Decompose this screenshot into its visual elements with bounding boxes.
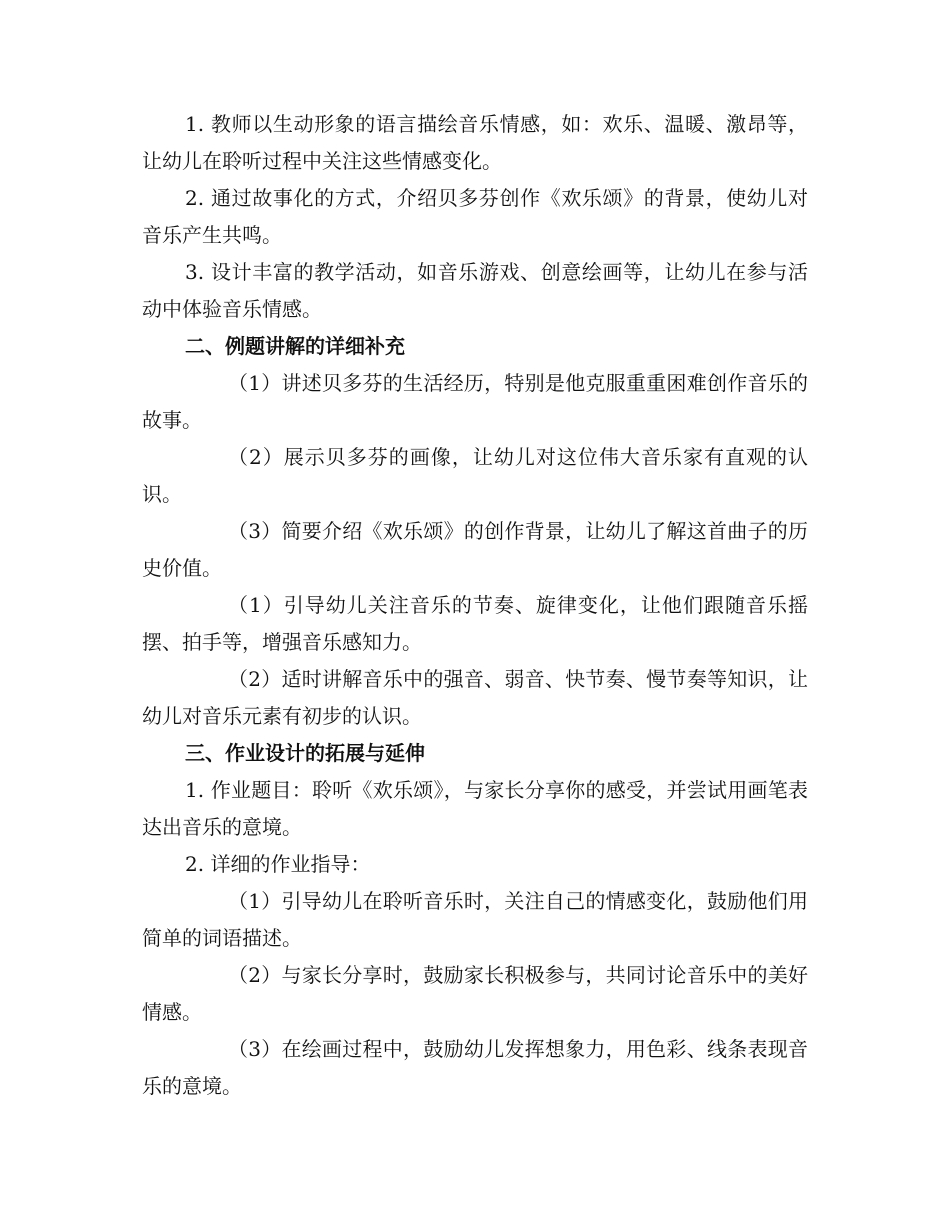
sub-list-item: （3）简要介绍《欢乐颂》的创作背景，让幼儿了解这首曲子的历史价值。 xyxy=(142,519,808,580)
sub-list-item: （2）与家长分享时，鼓励家长积极参与，共同讨论音乐中的美好情感。 xyxy=(142,963,808,1024)
sub-list-item: （3）在绘画过程中，鼓励幼儿发挥想象力，用色彩、线条表现音乐的意境。 xyxy=(142,1037,808,1098)
list-item: 1. 教师以生动形象的语言描绘音乐情感，如：欢乐、温暖、激昂等，让幼儿在聆听过程中关注这些情感变化。 xyxy=(142,112,808,173)
section-heading: 三、作业设计的拓展与延伸 xyxy=(185,741,425,765)
list-item: 2. 详细的作业指导： xyxy=(185,852,371,876)
sub-list-item: （2）适时讲解音乐中的强音、弱音、快节奏、慢节奏等知识，让幼儿对音乐元素有初步的认识。 xyxy=(142,667,808,728)
list-item: 3. 设计丰富的教学活动，如音乐游戏、创意绘画等，让幼儿在参与活动中体验音乐情感。 xyxy=(142,260,808,321)
list-item: 2. 通过故事化的方式，介绍贝多芬创作《欢乐颂》的背景，使幼儿对音乐产生共鸣。 xyxy=(142,186,808,247)
sub-list-item: （1）引导幼儿在聆听音乐时，关注自己的情感变化，鼓励他们用简单的词语描述。 xyxy=(142,889,808,950)
sub-list-item: （2）展示贝多芬的画像，让幼儿对这位伟大音乐家有直观的认识。 xyxy=(142,445,808,506)
list-item: 1. 作业题目：聆听《欢乐颂》，与家长分享你的感受，并尝试用画笔表达出音乐的意境。 xyxy=(142,778,808,839)
document-body xyxy=(142,106,808,1105)
sub-list-item: （1）讲述贝多芬的生活经历，特别是他克服重重困难创作音乐的故事。 xyxy=(142,371,808,432)
sub-list-item: （1）引导幼儿关注音乐的节奏、旋律变化，让他们跟随音乐摇摆、拍手等，增强音乐感知力。 xyxy=(142,593,808,654)
section-heading: 二、例题讲解的详细补充 xyxy=(185,334,405,358)
